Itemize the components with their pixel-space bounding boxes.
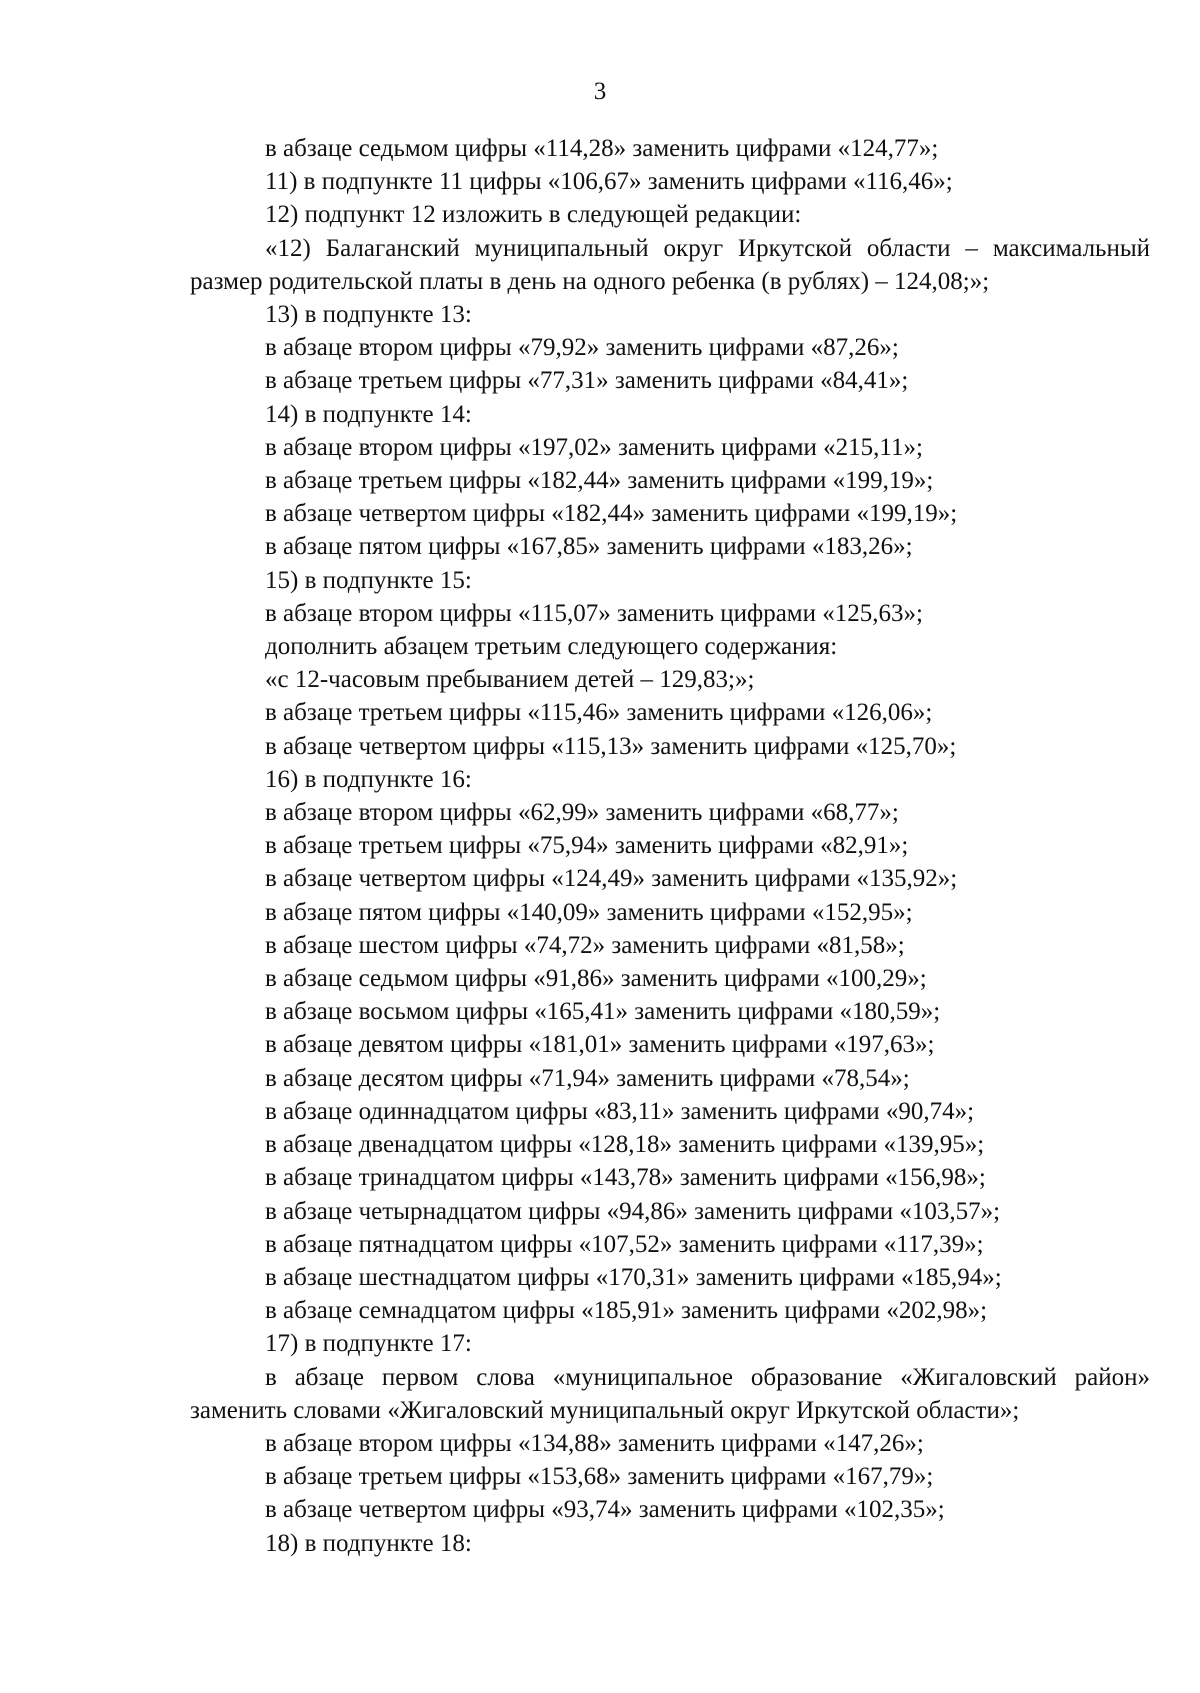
paragraph: в абзаце четвертом цифры «124,49» заменить цифрами «135,92»; <box>265 865 958 893</box>
paragraph: 15) в подпункте 15: <box>265 566 472 594</box>
paragraph: в абзаце девятом цифры «181,01» заменить цифрами «197,63»; <box>265 1031 935 1059</box>
paragraph: 18) в подпункте 18: <box>265 1529 472 1557</box>
paragraph: 13) в подпункте 13: <box>265 301 472 329</box>
paragraph: в абзаце десятом цифры «71,94» заменить цифрами «78,54»; <box>265 1064 910 1092</box>
paragraph: в абзаце втором цифры «115,07» заменить цифрами «125,63»; <box>265 599 923 627</box>
paragraph: в абзаце четвертом цифры «115,13» заменить цифрами «125,70»; <box>265 732 957 760</box>
paragraph: 11) в подпункте 11 цифры «106,67» заменить цифрами «116,46»; <box>265 168 953 196</box>
paragraph: 17) в подпункте 17: <box>265 1330 472 1358</box>
paragraph: в абзаце шестом цифры «74,72» заменить цифрами «81,58»; <box>265 931 905 959</box>
paragraph: в абзаце третьем цифры «153,68» заменить цифрами «167,79»; <box>265 1463 934 1491</box>
paragraph: «12) Балаганский муниципальный округ Иркутской области – максимальный размер родительской платы в день на одного ребенка (в рублях) – 124,08;»; <box>190 234 1150 295</box>
paragraph: в абзаце седьмом цифры «91,86» заменить цифрами «100,29»; <box>265 965 927 993</box>
paragraph: в абзаце втором цифры «79,92» заменить цифрами «87,26»; <box>265 334 899 362</box>
paragraph: в абзаце пятом цифры «140,09» заменить цифрами «152,95»; <box>265 898 913 926</box>
document-body <box>190 132 1150 1560</box>
paragraph: в абзаце седьмом цифры «114,28» заменить цифрами «124,77»; <box>265 135 939 162</box>
paragraph: в абзаце первом слова «муниципальное образование «Жигаловский район» заменить словами «Жигаловский муниципальный округ Иркутской области»; <box>190 1363 1150 1424</box>
paragraph: в абзаце четвертом цифры «93,74» заменить цифрами «102,35»; <box>265 1496 945 1524</box>
paragraph: в абзаце четырнадцатом цифры «94,86» заменить цифрами «103,57»; <box>265 1197 1001 1225</box>
paragraph: в абзаце семнадцатом цифры «185,91» заменить цифрами «202,98»; <box>265 1297 988 1325</box>
paragraph: дополнить абзацем третьим следующего содержания: <box>265 633 838 661</box>
paragraph: 14) в подпункте 14: <box>265 400 472 428</box>
paragraph: в абзаце втором цифры «197,02» заменить цифрами «215,11»; <box>265 433 923 461</box>
paragraph: в абзаце одиннадцатом цифры «83,11» заменить цифрами «90,74»; <box>265 1097 975 1125</box>
paragraph: в абзаце четвертом цифры «182,44» заменить цифрами «199,19»; <box>265 500 958 528</box>
paragraph: в абзаце втором цифры «134,88» заменить цифрами «147,26»; <box>265 1429 924 1457</box>
paragraph: в абзаце третьем цифры «77,31» заменить цифрами «84,41»; <box>265 367 909 395</box>
paragraph: 12) подпункт 12 изложить в следующей редакции: <box>265 201 802 229</box>
paragraph: 16) в подпункте 16: <box>265 765 472 793</box>
paragraph: «с 12-часовым пребыванием детей – 129,83;»; <box>265 666 755 694</box>
paragraph: в абзаце восьмом цифры «165,41» заменить цифрами «180,59»; <box>265 998 941 1026</box>
paragraph: в абзаце пятнадцатом цифры «107,52» заменить цифрами «117,39»; <box>265 1230 984 1258</box>
paragraph: в абзаце шестнадцатом цифры «170,31» заменить цифрами «185,94»; <box>265 1263 1002 1291</box>
paragraph: в абзаце двенадцатом цифры «128,18» заменить цифрами «139,95»; <box>265 1131 985 1159</box>
paragraph: в абзаце тринадцатом цифры «143,78» заменить цифрами «156,98»; <box>265 1164 986 1192</box>
paragraph: в абзаце третьем цифры «75,94» заменить цифрами «82,91»; <box>265 832 909 860</box>
page-number: 3 <box>593 78 607 105</box>
paragraph: в абзаце третьем цифры «115,46» заменить цифрами «126,06»; <box>265 699 933 727</box>
paragraph: в абзаце пятом цифры «167,85» заменить цифрами «183,26»; <box>265 533 913 561</box>
paragraph: в абзаце втором цифры «62,99» заменить цифрами «68,77»; <box>265 799 899 827</box>
paragraph: в абзаце третьем цифры «182,44» заменить цифрами «199,19»; <box>265 467 934 495</box>
